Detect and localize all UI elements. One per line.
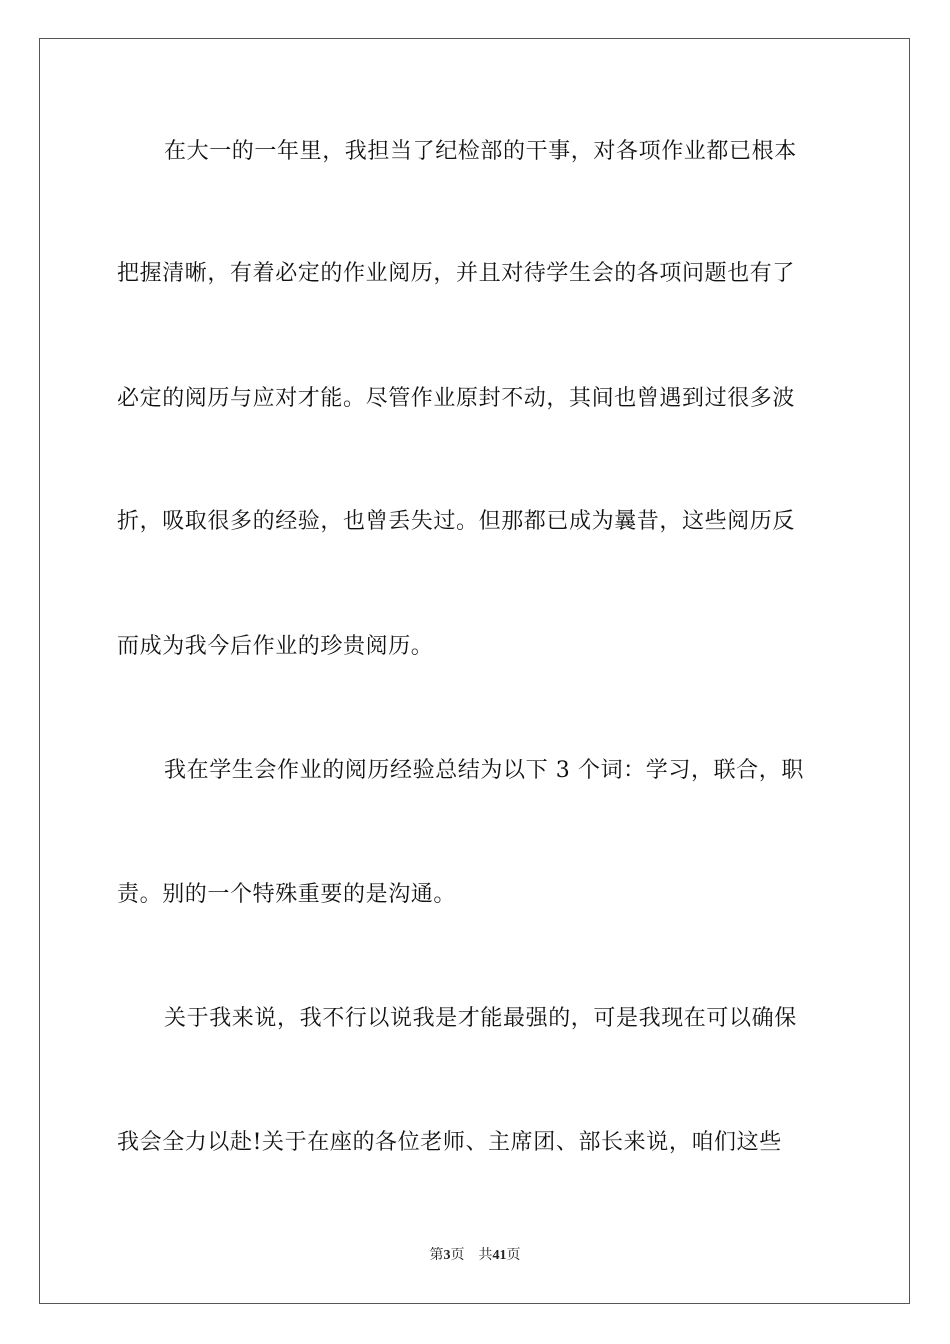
paragraph-line: 我在学生会作业的阅历经验总结为以下 3 个词：学习，联合，职 (164, 758, 804, 783)
paragraph-line: 而成为我今后作业的珍贵阅历。 (117, 634, 434, 659)
paragraph-line: 在大一的一年里，我担当了纪检部的干事，对各项作业都已根本 (164, 139, 797, 164)
paragraph-line: 我会全力以赴!关于在座的各位老师、主席团、部长来说，咱们这些 (117, 1130, 782, 1155)
page-footer (0, 1246, 950, 1266)
page-number-suffix: 页 (450, 1248, 465, 1263)
paragraph-line: 关于我来说，我不行以说我是才能最强的，可是我现在可以确保 (164, 1006, 797, 1031)
page-total-suffix: 页 (506, 1248, 521, 1263)
paragraph-line: 必定的阅历与应对才能。尽管作业原封不动，其间也曾遇到过很多波 (117, 386, 796, 411)
paragraph-line: 把握清晰，有着必定的作业阅历，并且对待学生会的各项问题也有了 (117, 261, 796, 286)
page-border (39, 38, 910, 1304)
paragraph-line: 责。别的一个特殊重要的是沟通。 (117, 882, 457, 907)
page-number-current: 3 (443, 1248, 451, 1263)
paragraph-line: 折，吸取很多的经验，也曾丢失过。但那都已成为曩昔，这些阅历反 (117, 509, 796, 534)
page-number-prefix: 第 (429, 1248, 444, 1263)
page-total-count: 41 (492, 1248, 507, 1263)
page-total-prefix: 共 (478, 1248, 493, 1263)
